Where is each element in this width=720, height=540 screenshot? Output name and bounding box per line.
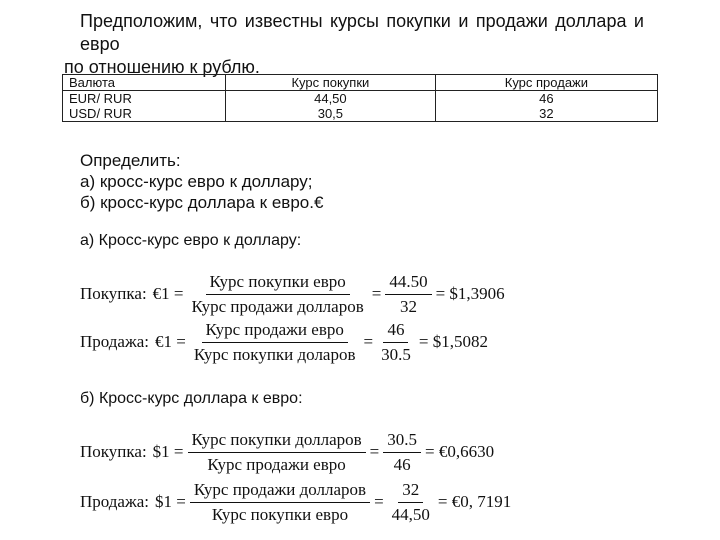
fraction-denominator: Курс продажи евро <box>207 454 346 474</box>
fraction <box>377 320 415 365</box>
exchange-rates-table <box>62 74 658 122</box>
task-item-b: б) кросс-курс доллара к евро.€ <box>80 193 324 212</box>
fraction-denominator: Курс покупки евро <box>211 504 349 524</box>
section-a-title: а) Кросс-курс евро к доллару: <box>80 232 302 249</box>
cell-buy: 44,50 <box>226 91 436 107</box>
cell-currency: USD/ RUR <box>63 106 226 122</box>
section-b-title: б) Кросс-курс доллара к евро: <box>80 390 303 407</box>
fraction <box>188 272 368 317</box>
cell-sell: 46 <box>435 91 657 107</box>
task-block <box>80 150 323 213</box>
header-buy-rate: Курс покупки <box>226 75 436 91</box>
fraction-denominator: Курс продажи долларов <box>191 296 364 316</box>
fraction <box>188 430 366 475</box>
fraction-denominator: Курс покупки доларов <box>193 344 356 364</box>
formula-label: Продажа: <box>80 332 149 351</box>
task-item-a: а) кросс-курс евро к доллару; <box>80 172 313 191</box>
formula-dollar-sell <box>80 476 511 528</box>
equals-sign: = <box>369 442 380 461</box>
equals-sign: = <box>371 284 382 303</box>
fraction-denominator: 44,50 <box>391 504 430 524</box>
formula-result: = $1,3906 <box>435 284 505 303</box>
task-heading: Определить: <box>80 151 181 170</box>
formula-euro-buy <box>80 268 505 320</box>
fraction <box>190 480 370 525</box>
formula-lhs: $1 = <box>155 492 186 511</box>
cell-sell: 32 <box>435 106 657 122</box>
header-currency: Валюта <box>63 75 226 91</box>
fraction-denominator: 32 <box>399 296 417 316</box>
fraction-numerator: Курс продажи долларов <box>190 480 370 503</box>
fraction-denominator: 46 <box>393 454 411 474</box>
formula-result: = €0,6630 <box>425 442 495 461</box>
fraction-denominator: 30.5 <box>381 344 411 364</box>
formula-dollar-buy <box>80 426 494 478</box>
intro-paragraph <box>64 10 644 79</box>
formula-label: Покупка: <box>80 442 147 461</box>
fraction <box>190 320 360 365</box>
formula-result: = $1,5082 <box>418 332 488 351</box>
cell-buy: 30,5 <box>226 106 436 122</box>
table-row <box>63 106 658 122</box>
intro-line-1: Предположим, что известны курсы покупки и продажи доллара и евро <box>80 11 644 54</box>
fraction-numerator: 44.50 <box>385 272 431 295</box>
fraction-numerator: Курс покупки евро <box>206 272 350 295</box>
fraction <box>385 272 431 317</box>
formula-lhs: €1 = <box>152 284 184 303</box>
formula-result: = €0, 7191 <box>437 492 512 511</box>
equals-sign: = <box>363 332 374 351</box>
table-row <box>63 91 658 107</box>
cell-currency: EUR/ RUR <box>63 91 226 107</box>
fraction <box>388 480 434 525</box>
formula-euro-sell <box>80 316 488 368</box>
formula-label: Продажа: <box>80 492 149 511</box>
fraction-numerator: 32 <box>398 480 423 503</box>
fraction <box>383 430 421 475</box>
header-sell-rate: Курс продажи <box>435 75 657 91</box>
equals-sign: = <box>374 492 384 511</box>
fraction-numerator: 46 <box>383 320 408 343</box>
fraction-numerator: 30.5 <box>383 430 421 453</box>
intro-line-2: по отношению к рублю. <box>64 57 260 77</box>
fraction-numerator: Курс продажи евро <box>202 320 348 343</box>
fraction-numerator: Курс покупки долларов <box>188 430 366 453</box>
table-header-row <box>63 75 658 91</box>
formula-label: Покупка: <box>80 284 147 303</box>
formula-lhs: €1 = <box>155 332 186 351</box>
formula-lhs: $1 = <box>152 442 184 461</box>
